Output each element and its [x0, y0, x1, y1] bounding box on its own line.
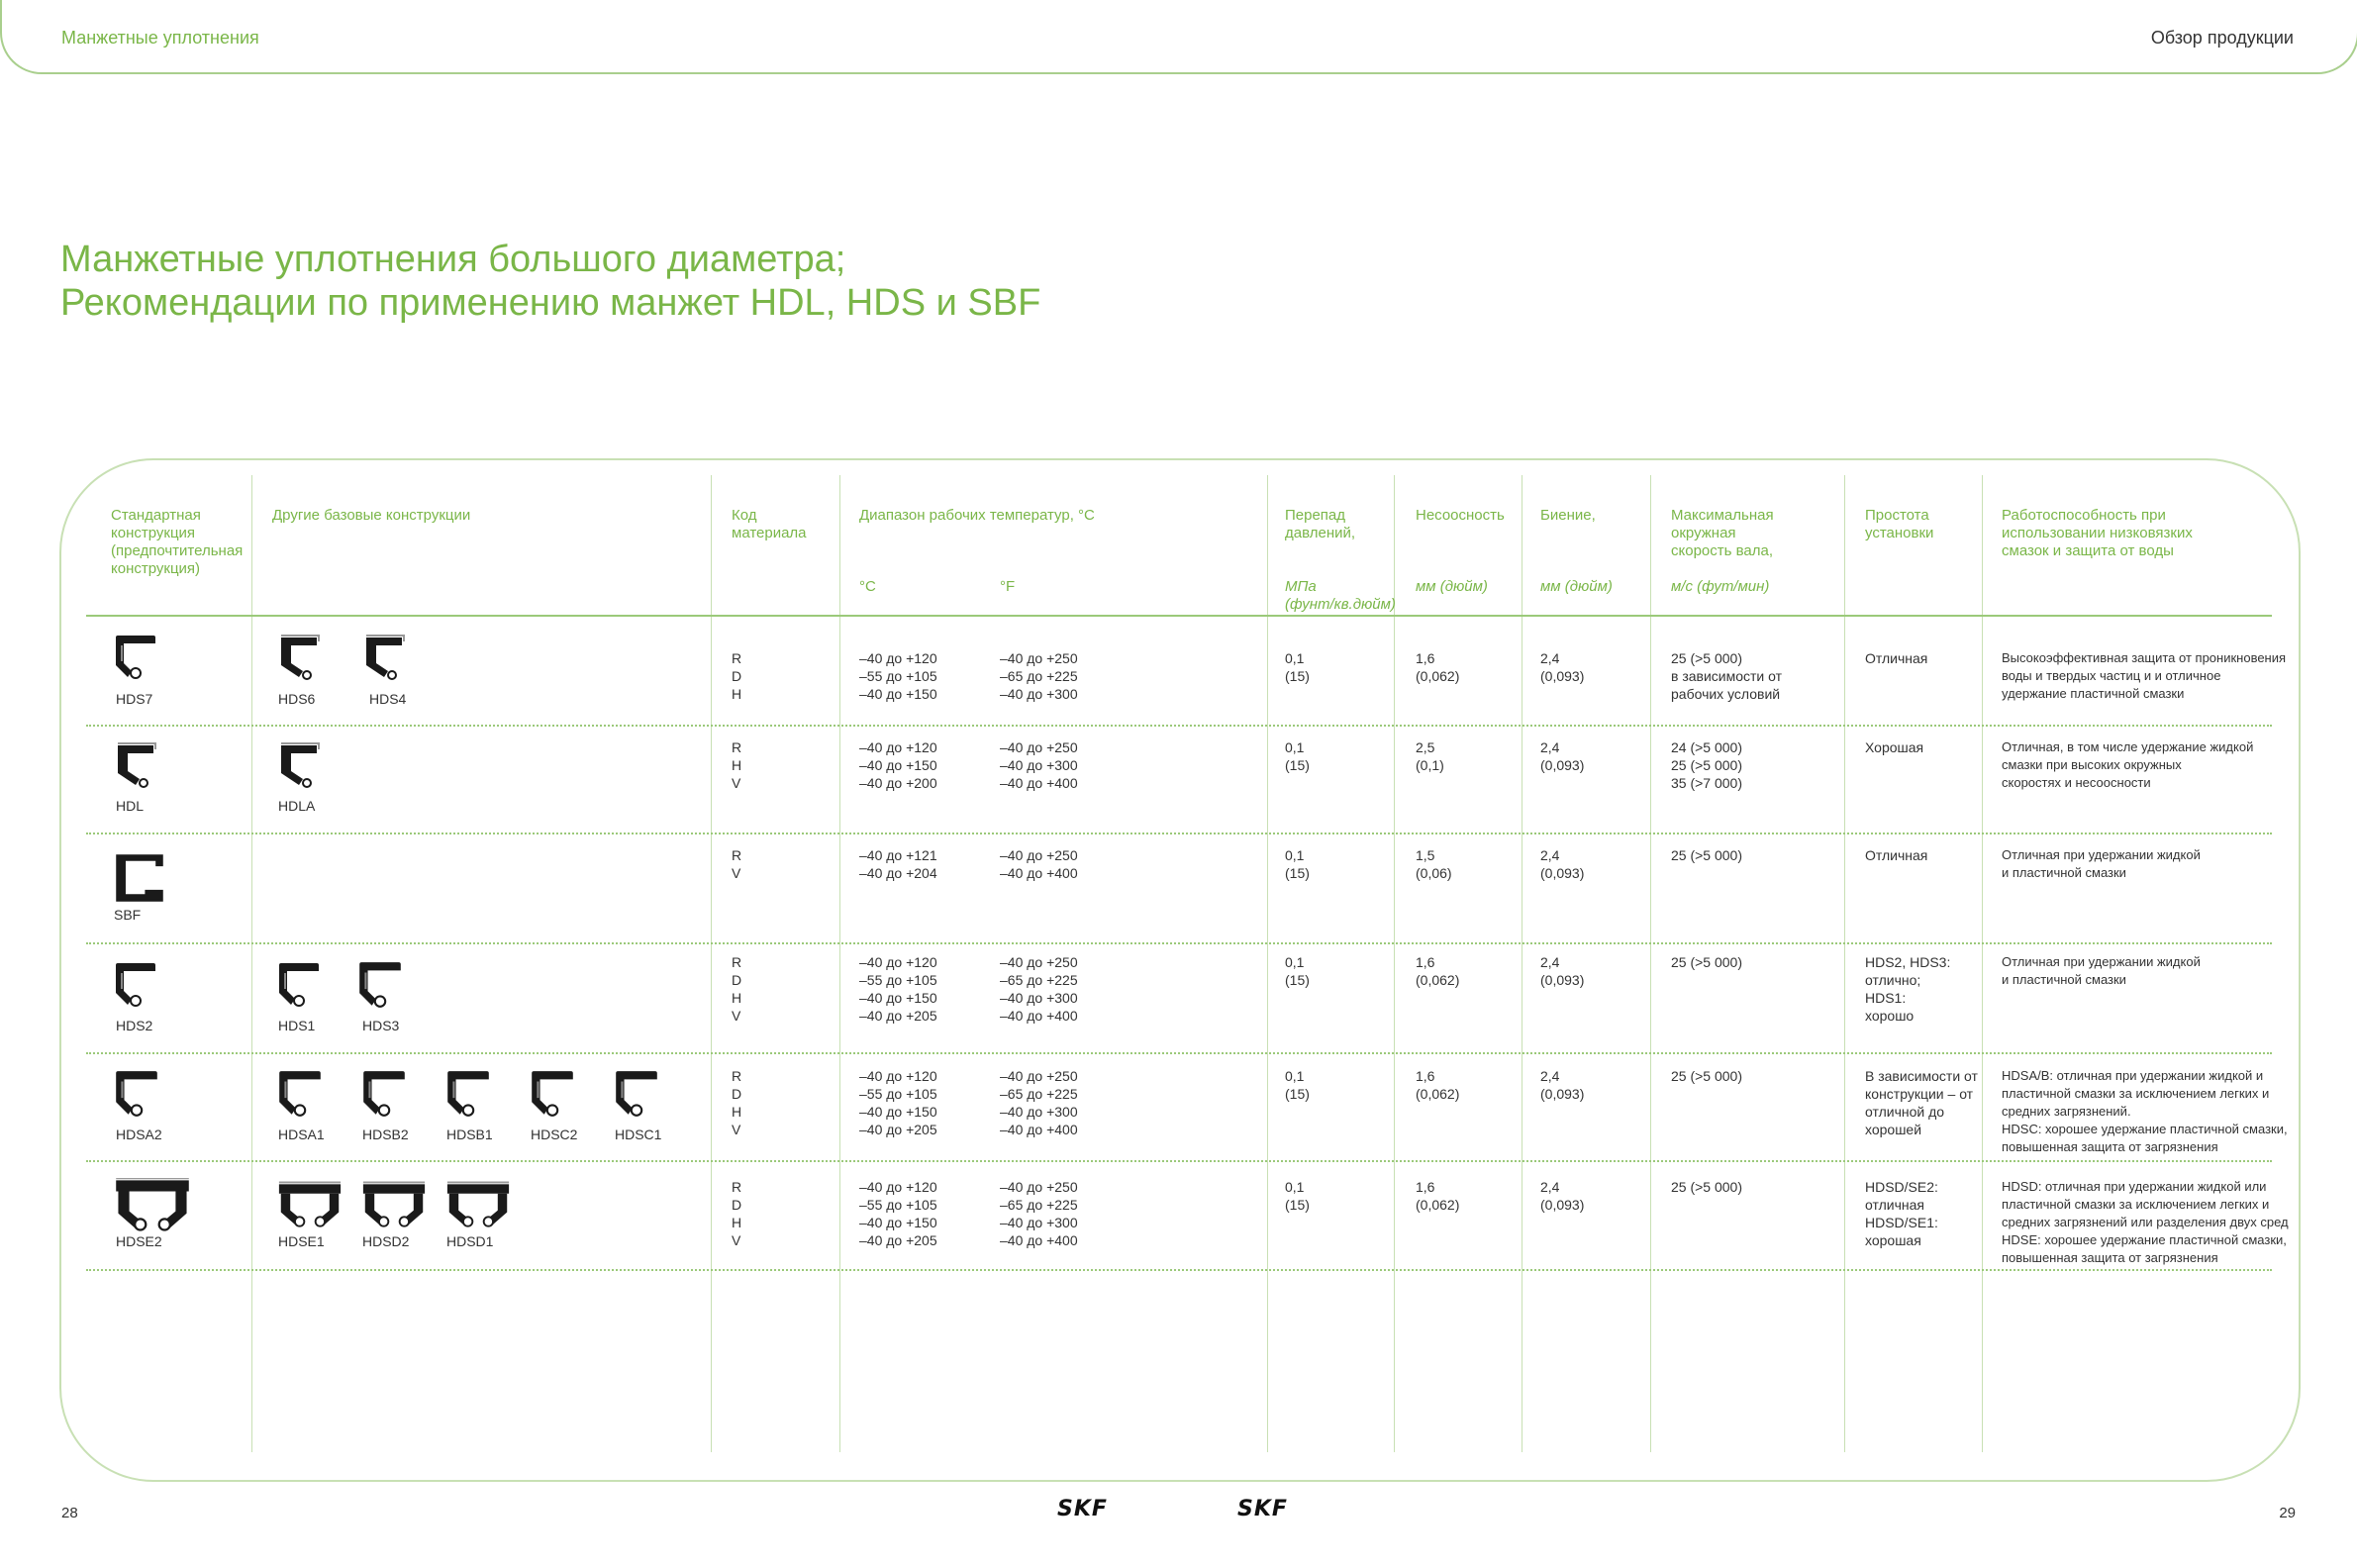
col-header-pressure: Перепад давлений, — [1285, 507, 1356, 541]
runout-value: 2,4 (0,093) — [1540, 954, 1585, 988]
standard-design-label: SBF — [114, 907, 142, 923]
col-header-temp: Диапазон рабочих температур, °C — [859, 507, 1095, 524]
page-number-left: 28 — [61, 1505, 78, 1521]
pressure-value: 0,1 (15) — [1285, 739, 1310, 773]
other-design-label: HDSC1 — [615, 1127, 662, 1142]
performance-value: HDSD: отличная при удержании жидкой или пластичной смазки за исключением легких и средних загрязнений или разделения двух сред HDSE: хорошее удержание пластичной смазки, повышенная защита от загрязнения — [2002, 1179, 2289, 1265]
misalignment-value: 1,6 (0,062) — [1416, 954, 1460, 988]
skf-logo: SKF — [1237, 1497, 1288, 1521]
row-divider — [86, 1160, 2272, 1162]
seal-hdla-icon — [277, 740, 321, 792]
header-divider — [86, 615, 2272, 617]
other-design-label: HDSD1 — [446, 1233, 494, 1249]
page-title-line2: Рекомендации по применению манжет HDL, HDS и SBF — [60, 282, 1041, 324]
temp-f-range: –40 до +250 –65 до +225 –40 до +300 –40 до +400 — [1000, 954, 1078, 1024]
column-divider — [1267, 475, 1268, 1452]
seal-hds7-icon — [114, 634, 157, 683]
page-title — [60, 238, 1040, 325]
standard-design-label: HDL — [116, 798, 145, 814]
seal-hds1-icon — [277, 960, 321, 1012]
install-value: Хорошая — [1865, 739, 1924, 755]
other-design-label: HDSE1 — [278, 1233, 325, 1249]
misalignment-value: 1,6 (0,062) — [1416, 650, 1460, 684]
runout-value: 2,4 (0,093) — [1540, 650, 1585, 684]
temp-c-range: –40 до +120 –55 до +105 –40 до +150 –40 до +205 — [859, 1179, 937, 1248]
other-design-label: HDS3 — [362, 1018, 400, 1033]
other-design-label: HDSA1 — [278, 1127, 325, 1142]
col-header-performance: Работоспособность при использовании низковязких смазок и защита от воды — [2002, 507, 2193, 559]
col-header-other: Другие базовые конструкции — [272, 507, 471, 524]
seal-hds4-icon — [362, 634, 406, 683]
col-header-material: Код материала — [732, 507, 807, 541]
column-divider — [1650, 475, 1651, 1452]
material-codes: R H V — [732, 739, 742, 791]
seal-hdsd2-icon — [361, 1178, 427, 1233]
temp-c-range: –40 до +120 –55 до +105 –40 до +150 — [859, 650, 937, 702]
other-design-label: HDLA — [278, 798, 316, 814]
temp-c-range: –40 до +121 –40 до +204 — [859, 847, 937, 881]
row-divider — [86, 942, 2272, 944]
seal-sbf-icon — [113, 851, 166, 905]
col-header-runout-unit: мм (дюйм) — [1540, 578, 1613, 595]
row-divider — [86, 725, 2272, 727]
row-divider — [86, 1052, 2272, 1054]
install-value: HDSD/SE2: отличная HDSD/SE1: хорошая — [1865, 1179, 1938, 1248]
misalignment-value: 1,6 (0,062) — [1416, 1068, 1460, 1102]
col-header-pressure-unit: МПа (фунт/кв.дюйм) — [1285, 578, 1396, 613]
seal-hdse2-icon — [114, 1178, 191, 1233]
page-title-line1: Манжетные уплотнения большого диаметра; — [60, 239, 846, 280]
standard-design-label: HDS2 — [116, 1018, 153, 1033]
col-header-misalign: Несоосность — [1416, 507, 1505, 524]
misalignment-value: 1,5 (0,06) — [1416, 847, 1452, 881]
column-divider — [839, 475, 840, 1452]
col-header-runout: Биение, — [1540, 507, 1596, 524]
seal-hds6-icon — [277, 634, 321, 683]
col-header-standard: Стандартная конструкция (предпочтительная конструкция) — [111, 507, 244, 577]
seal-hds2-icon — [114, 960, 157, 1012]
temp-c-range: –40 до +120 –55 до +105 –40 до +150 –40 до +205 — [859, 954, 937, 1024]
column-divider — [1844, 475, 1845, 1452]
pressure-value: 0,1 (15) — [1285, 954, 1310, 988]
pressure-value: 0,1 (15) — [1285, 650, 1310, 684]
skf-logo: SKF — [1057, 1497, 1108, 1521]
install-value: HDS2, HDS3: отлично; HDS1: хорошо — [1865, 954, 1951, 1024]
runout-value: 2,4 (0,093) — [1540, 739, 1585, 773]
seal-hdsa1-icon — [277, 1069, 323, 1121]
pressure-value: 0,1 (15) — [1285, 847, 1310, 881]
column-divider — [1982, 475, 1983, 1452]
col-header-speed: Максимальная окружная скорость вала, — [1671, 507, 1774, 559]
seal-hdsc2-icon — [530, 1069, 575, 1121]
speed-value: 25 (>5 000) в зависимости от рабочих условий — [1671, 650, 1783, 702]
temp-c-range: –40 до +120 –40 до +150 –40 до +200 — [859, 739, 937, 791]
misalignment-value: 1,6 (0,062) — [1416, 1179, 1460, 1213]
pressure-value: 0,1 (15) — [1285, 1179, 1310, 1213]
temp-c-range: –40 до +120 –55 до +105 –40 до +150 –40 до +205 — [859, 1068, 937, 1137]
seal-hdse1-icon — [277, 1178, 343, 1233]
runout-value: 2,4 (0,093) — [1540, 1179, 1585, 1213]
install-value: Отличная — [1865, 847, 1928, 863]
header-section-title: Манжетные уплотнения — [61, 28, 259, 48]
install-value: Отличная — [1865, 650, 1928, 666]
other-design-label: HDSB2 — [362, 1127, 409, 1142]
standard-design-label: HDSA2 — [116, 1127, 162, 1142]
material-codes: R V — [732, 847, 742, 881]
col-header-misalign-unit: мм (дюйм) — [1416, 578, 1488, 595]
performance-value: Отличная при удержании жидкой и пластичной смазки — [2002, 847, 2201, 880]
col-header-temp-f: °F — [1000, 578, 1016, 595]
page-number-right: 29 — [2279, 1505, 2296, 1521]
speed-value: 25 (>5 000) — [1671, 1179, 1742, 1195]
other-design-label: HDSD2 — [362, 1233, 410, 1249]
column-divider — [251, 475, 252, 1452]
speed-value: 25 (>5 000) — [1671, 847, 1742, 863]
column-divider — [1394, 475, 1395, 1452]
temp-f-range: –40 до +250 –65 до +225 –40 до +300 –40 до +400 — [1000, 1179, 1078, 1248]
column-divider — [711, 475, 712, 1452]
col-header-temp-c: °C — [859, 578, 876, 595]
seal-hdsb2-icon — [361, 1069, 407, 1121]
material-codes: R D H V — [732, 1179, 742, 1248]
speed-value: 25 (>5 000) — [1671, 954, 1742, 970]
header-chapter-title: Обзор продукции — [2150, 28, 2294, 48]
misalignment-value: 2,5 (0,1) — [1416, 739, 1444, 773]
other-design-label: HDS6 — [278, 691, 316, 707]
standard-design-label: HDSE2 — [116, 1233, 162, 1249]
col-header-speed-unit: м/с (фут/мин) — [1671, 578, 1770, 595]
temp-f-range: –40 до +250 –65 до +225 –40 до +300 –40 до +400 — [1000, 1068, 1078, 1137]
temp-f-range: –40 до +250 –65 до +225 –40 до +300 — [1000, 650, 1078, 702]
temp-f-range: –40 до +250 –40 до +300 –40 до +400 — [1000, 739, 1078, 791]
performance-value: HDSA/B: отличная при удержании жидкой и пластичной смазки за исключением легких и средних загрязнений. HDSC: хорошее удержание пластичной смазки, повышенная защита от загрязнения — [2002, 1068, 2288, 1154]
performance-value: Отличная при удержании жидкой и пластичной смазки — [2002, 954, 2201, 987]
material-codes: R D H V — [732, 1068, 742, 1137]
runout-value: 2,4 (0,093) — [1540, 847, 1585, 881]
runout-value: 2,4 (0,093) — [1540, 1068, 1585, 1102]
install-value: В зависимости от конструкции – от отличной до хорошей — [1865, 1068, 1978, 1137]
material-codes: R D H — [732, 650, 742, 702]
seal-hds3-icon — [350, 960, 410, 1012]
seal-hdsa2-icon — [114, 1069, 159, 1121]
header-frame — [0, 0, 2357, 74]
other-design-label: HDS1 — [278, 1018, 316, 1033]
performance-value: Высокоэффективная защита от проникновения воды и твердых частиц и и отличное удержание пластичной смазки — [2002, 650, 2287, 701]
other-design-label: HDSC2 — [531, 1127, 578, 1142]
standard-design-label: HDS7 — [116, 691, 153, 707]
row-divider — [86, 1269, 2272, 1271]
material-codes: R D H V — [732, 954, 742, 1024]
performance-value: Отличная, в том числе удержание жидкой смазки при высоких окружных скоростях и несоосности — [2002, 739, 2254, 790]
seal-hdsd1-icon — [445, 1178, 511, 1233]
col-header-install: Простота установки — [1865, 507, 1934, 541]
seal-hdsc1-icon — [614, 1069, 659, 1121]
other-design-label: HDSB1 — [446, 1127, 493, 1142]
temp-f-range: –40 до +250 –40 до +400 — [1000, 847, 1078, 881]
seal-hdl-icon — [114, 740, 157, 792]
speed-value: 24 (>5 000) 25 (>5 000) 35 (>7 000) — [1671, 739, 1742, 791]
other-design-label: HDS4 — [369, 691, 407, 707]
row-divider — [86, 833, 2272, 834]
speed-value: 25 (>5 000) — [1671, 1068, 1742, 1084]
seal-hdsb1-icon — [445, 1069, 491, 1121]
pressure-value: 0,1 (15) — [1285, 1068, 1310, 1102]
